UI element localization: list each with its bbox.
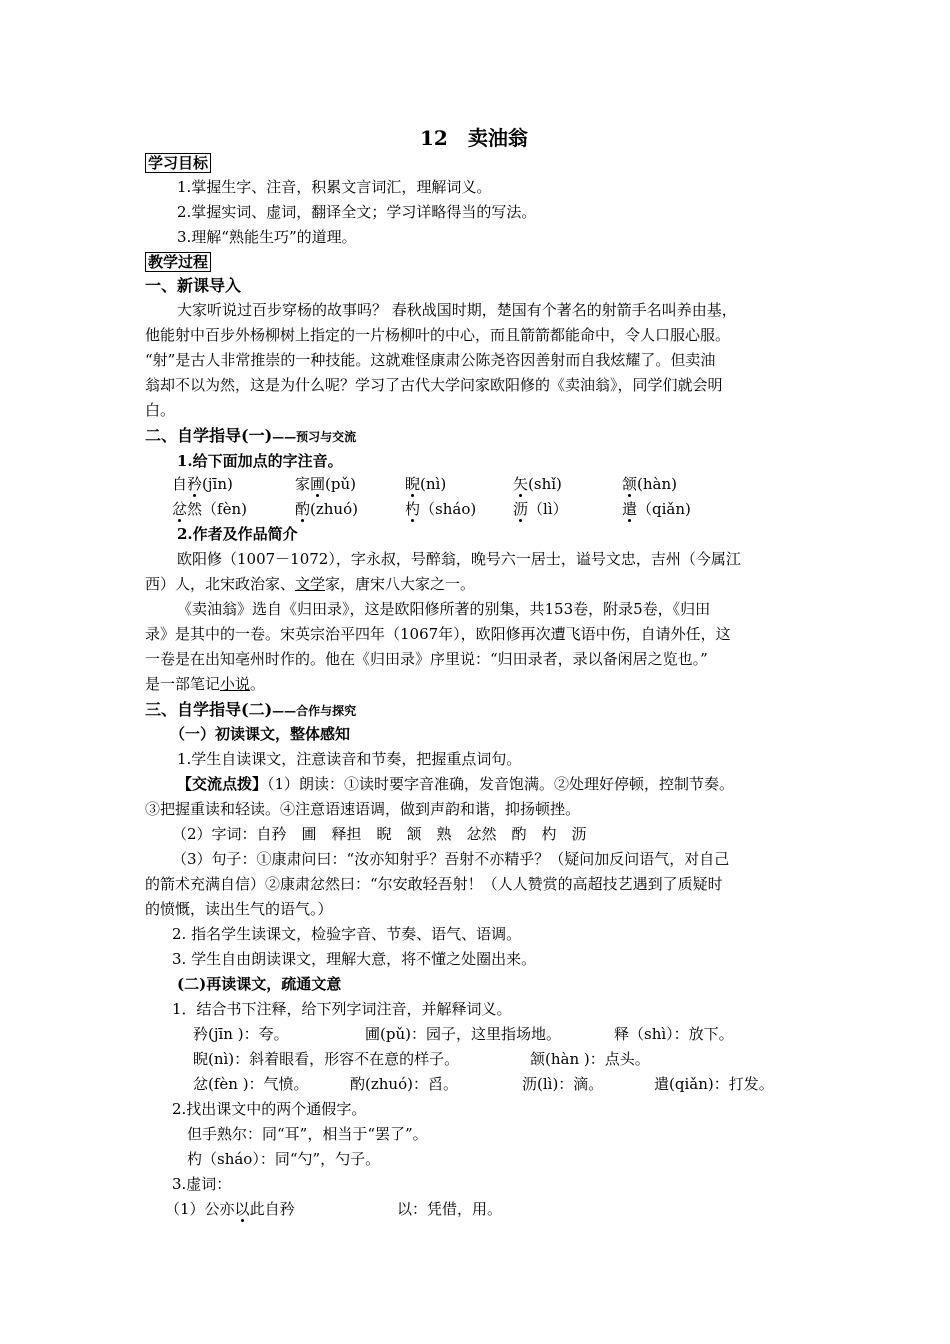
section-tag-process: 教学过程 — [145, 252, 211, 272]
question: 2.作者及作品简介 — [177, 525, 298, 543]
section-heading: 三、自学指导(二)——合作与探究 — [145, 700, 357, 719]
gloss-item: 遣(qiǎn)：打发。 — [654, 1075, 774, 1093]
paragraph-line: 大家听说过百步穿杨的故事吗？ 春秋战国时期，楚国有个著名的射箭手名叫养由基， — [177, 301, 737, 319]
subheading: （一）初读课文，整体感知 — [170, 725, 351, 743]
paragraph-line: 的箭术充满自信）②康肃忿然曰：“尔安敢轻吾射！（人人赞赏的高超技艺遇到了质疑时 — [145, 875, 723, 893]
phonetic-item: 矢(shǐ) — [513, 475, 562, 493]
section-heading: 一、新课导入 — [145, 276, 242, 295]
phonetic-item: 遣（qiǎn) — [622, 500, 691, 518]
phonetic-item: 睨(nì) — [405, 475, 447, 493]
paragraph-line: 2.找出课文中的两个通假字。 — [172, 1100, 367, 1118]
gloss-item: 颔(hàn )：点头。 — [530, 1050, 650, 1068]
gloss-item: 酌(zhuó)：舀。 — [350, 1075, 458, 1093]
goal-item: 2.掌握实词、虚词，翻译全文；学习详略得当的写法。 — [177, 203, 537, 221]
question: 1.给下面加点的字注音。 — [177, 452, 343, 470]
paragraph-line: ③把握重读和轻读。④注意语速语调，做到声韵和谐，抑扬顿挫。 — [145, 800, 581, 818]
paragraph-line: 但手熟尔：同“耳”，相当于“罢了”。 — [187, 1125, 428, 1143]
paragraph-line: 西）人，北宋政治家、文学家，唐宋八大家之一。 — [145, 575, 476, 593]
gloss-item: 睨(nì)：斜着眼看，形容不在意的样子。 — [193, 1050, 460, 1068]
paragraph-line: 《卖油翁》选自《归田录》，这是欧阳修所著的别集，共153卷，附录5卷，《归田 — [177, 600, 711, 618]
section-tag-goals: 学习目标 — [145, 153, 211, 173]
paragraph-line: 一卷是在出知亳州时作的。他在《归田录》序里说：“归田录者，录以备闲居之览也。” — [145, 650, 708, 668]
paragraph-line: 的愤慨，读出生气的语气。） — [145, 900, 333, 918]
goal-item: 1.掌握生字、注音，积累文言词汇，理解词义。 — [177, 178, 492, 196]
gloss-item: 沥(lì)：滴。 — [522, 1075, 604, 1093]
paragraph-line: 录》是其中的一卷。宋英宗治平四年（1067年），欧阳修再次遭飞语中伤，自请外任，这 — [145, 625, 731, 643]
gloss-item: 圃(pǔ)：园子，这里指场地。 — [365, 1025, 561, 1043]
paragraph-line: 欧阳修（1007－1072），字永叔，号醉翁，晚号六一居士，谥号文忠，吉州（今属江 — [177, 550, 741, 568]
phonetic-item: 杓（sháo) — [405, 500, 477, 518]
paragraph-line: （1）公亦以此自矜 — [165, 1200, 295, 1218]
phonetic-item: 酌(zhuó) — [295, 500, 358, 518]
phonetic-item: 自矜(jīn) — [172, 475, 233, 493]
phonetic-item: 沥（lì） — [513, 500, 568, 518]
paragraph-line: 2. 指名学生读课文，检验字音、节奏、语气、语调。 — [172, 925, 522, 943]
paragraph-line: 3.虚词： — [172, 1175, 232, 1193]
phonetic-item: 家圃(pǔ) — [295, 475, 356, 493]
paragraph-line: 白。 — [145, 401, 176, 419]
paragraph-line: （2）字词：自矜 圃 释担 睨 颔 熟 忿然 酌 杓 沥 — [172, 825, 587, 843]
paragraph-line: 1．结合书下注释，给下列字词注音，并解释词义。 — [172, 1000, 512, 1018]
subheading: (二)再读课文，疏通文意 — [177, 975, 342, 993]
gloss-item: 忿(fèn )：气愤。 — [193, 1075, 309, 1093]
paragraph-line: 翁却不以为然，这是为什么呢？学习了古代大学问家欧阳修的《卖油翁》，同学们就会明 — [145, 376, 723, 394]
gloss-item: 释（shì）：放下。 — [614, 1025, 734, 1043]
phonetic-item: 颔(hàn) — [622, 475, 677, 493]
link-text[interactable]: 文学 — [295, 575, 326, 593]
paragraph-line: （3）句子：①康肃问曰：“汝亦知射乎？吾射不亦精乎？（疑问加反问语气，对自己 — [172, 850, 730, 868]
paragraph-line: 3. 学生自由朗读课文，理解大意，将不懂之处圈出来。 — [172, 950, 537, 968]
section-heading: 二、自学指导(一)——预习与交流 — [145, 426, 357, 445]
gloss-item: 以：凭借，用。 — [397, 1200, 503, 1218]
paragraph-line: 杓（sháo）：同“勺”，勺子。 — [187, 1150, 381, 1168]
paragraph-line: “射”是古人非常推崇的一种技能。这就难怪康肃公陈尧咨因善射而自我炫耀了。但卖油 — [145, 351, 716, 369]
paragraph-line: 【交流点拨】（1）朗读：①读时要字音准确，发音饱满。②处理好停顿，控制节奏。 — [177, 775, 735, 793]
link-text[interactable]: 小说 — [220, 675, 251, 693]
paragraph-line: 是一部笔记小说。 — [145, 675, 266, 693]
gloss-item: 矜(jīn )：夸。 — [193, 1025, 289, 1043]
paragraph-line: 1.学生自读课文，注意读音和节奏，把握重点词句。 — [177, 750, 522, 768]
goal-item: 3.理解“熟能生巧”的道理。 — [177, 228, 357, 246]
phonetic-item: 忿然（fèn) — [172, 500, 247, 518]
paragraph-line: 他能射中百步外杨柳树上指定的一片杨柳叶的中心，而且箭箭都能命中，令人口服心服。 — [145, 326, 731, 344]
page-title: 12 卖油翁 — [420, 126, 528, 150]
